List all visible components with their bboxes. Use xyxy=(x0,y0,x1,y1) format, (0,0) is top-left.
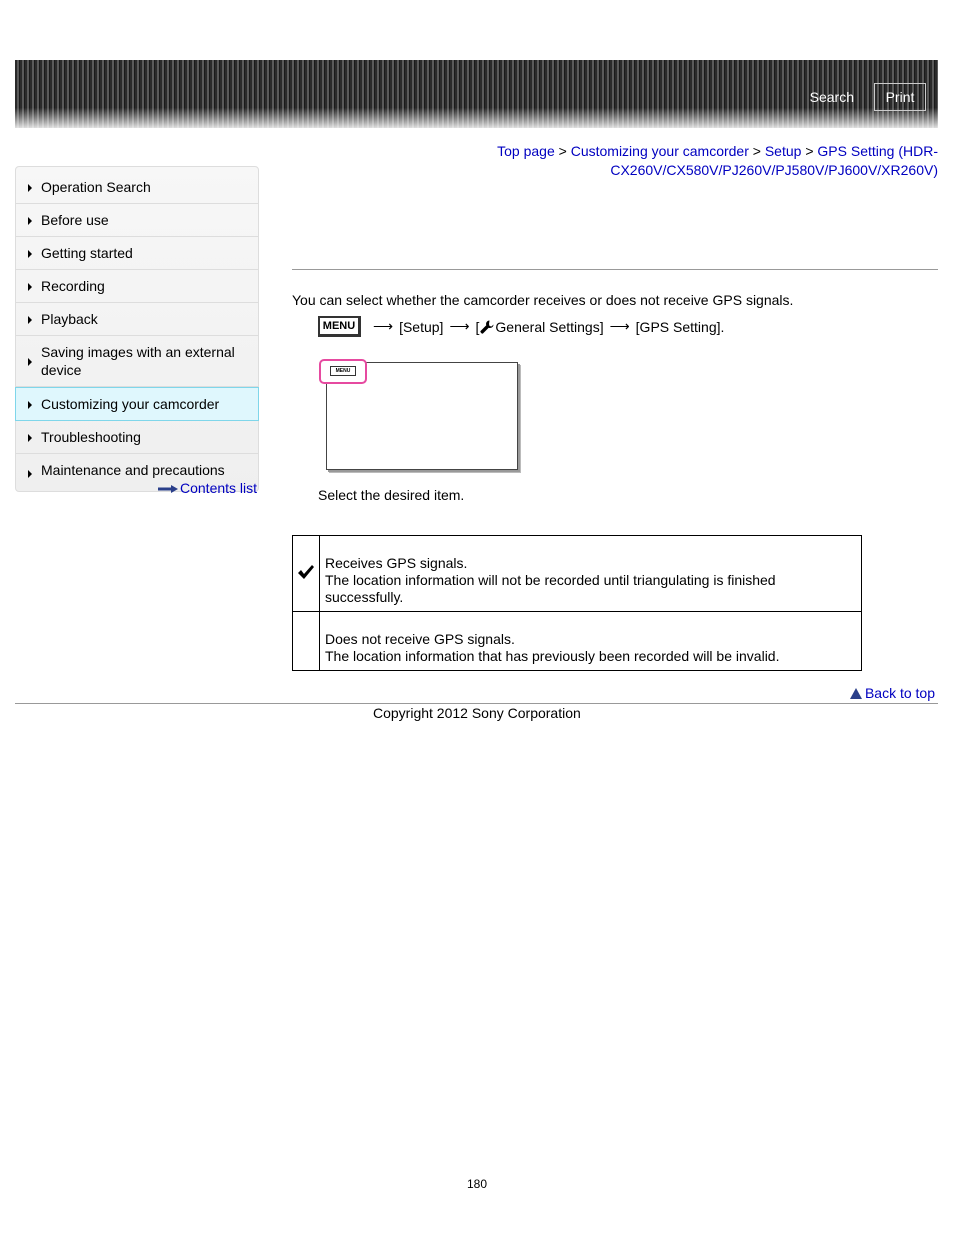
divider xyxy=(292,269,938,270)
option-icon-cell xyxy=(293,612,320,671)
menu-button-icon: MENU xyxy=(318,316,361,337)
sidebar-item-recording[interactable] xyxy=(16,270,258,303)
sidebar-nav xyxy=(15,166,259,492)
step-setup: [Setup] xyxy=(399,318,444,335)
option-text-cell xyxy=(320,536,862,612)
arrow-right-icon xyxy=(158,485,178,493)
sidebar-item-label: Saving images with an external device xyxy=(41,344,235,378)
sidebar-item-saving-images[interactable] xyxy=(16,336,258,387)
contents-list-link[interactable] xyxy=(158,480,257,496)
option-on-title: Receives GPS signals. xyxy=(325,555,468,571)
triangle-right-icon xyxy=(28,470,32,478)
step-gps-setting: [GPS Setting]. xyxy=(635,318,725,335)
breadcrumb xyxy=(460,142,938,180)
menu-highlight xyxy=(319,359,367,384)
back-to-top-link[interactable] xyxy=(850,685,935,701)
sidebar-item-label: Troubleshooting xyxy=(41,429,141,445)
step-general-settings: General Settings] xyxy=(495,318,604,335)
option-off-title: Does not receive GPS signals. xyxy=(325,631,515,647)
triangle-right-icon xyxy=(28,434,32,442)
sidebar-item-operation-search[interactable] xyxy=(16,167,258,204)
sidebar-item-label: Customizing your camcorder xyxy=(41,396,220,412)
option-off-description: The location information that has previously been recorded will be invalid. xyxy=(325,648,780,664)
breadcrumb-top-page[interactable]: Top page xyxy=(497,143,555,159)
triangle-up-icon xyxy=(850,688,862,699)
breadcrumb-separator: > xyxy=(752,143,761,159)
sidebar-item-playback[interactable] xyxy=(16,303,258,336)
sidebar-item-customizing[interactable] xyxy=(15,387,259,421)
sidebar-item-label: Maintenance and precautions xyxy=(41,462,225,478)
sidebar-item-getting-started[interactable] xyxy=(16,237,258,270)
wrench-icon xyxy=(480,320,494,334)
sidebar-item-label: Playback xyxy=(41,311,98,327)
breadcrumb-setup[interactable]: Setup xyxy=(764,143,802,159)
arrow-right-icon: ⟶ xyxy=(373,318,394,334)
back-to-top-label: Back to top xyxy=(864,685,935,701)
footer-divider xyxy=(15,703,938,704)
step-1 xyxy=(318,316,724,337)
triangle-right-icon xyxy=(28,184,32,192)
sidebar-item-label: Getting started xyxy=(41,245,133,261)
option-on-description: The location information will not be recorded until triangulating is finished successfully. xyxy=(325,572,776,605)
sidebar-item-before-use[interactable] xyxy=(16,204,258,237)
table-row xyxy=(293,612,862,671)
step-general-open: [ xyxy=(475,318,480,335)
sidebar-item-troubleshooting[interactable] xyxy=(16,421,258,454)
step-2: Select the desired item. xyxy=(318,487,465,503)
contents-list-label: Contents list xyxy=(180,480,258,496)
breadcrumb-separator: > xyxy=(558,143,567,159)
triangle-right-icon xyxy=(28,358,32,366)
breadcrumb-gps-setting[interactable]: GPS Setting (HDR-CX260V/CX580V/PJ260V/PJ580V/PJ600V/XR260V) xyxy=(610,143,938,178)
sidebar-item-label: Before use xyxy=(41,212,109,228)
triangle-right-icon xyxy=(28,316,32,324)
triangle-right-icon xyxy=(28,217,32,225)
arrow-right-icon: ⟶ xyxy=(609,318,630,334)
options-table xyxy=(292,535,862,671)
option-icon-cell xyxy=(293,536,320,612)
page-number: 180 xyxy=(466,1177,488,1191)
print-button[interactable]: Print xyxy=(874,83,926,111)
checkmark-icon xyxy=(297,564,315,580)
triangle-right-icon xyxy=(28,250,32,258)
sidebar-item-label: Operation Search xyxy=(41,179,151,195)
arrow-right-icon: ⟶ xyxy=(449,318,470,334)
breadcrumb-separator: > xyxy=(805,143,814,159)
copyright: Copyright 2012 Sony Corporation xyxy=(373,705,581,721)
option-text-cell xyxy=(320,612,862,671)
table-row xyxy=(293,536,862,612)
sidebar-item-label: Recording xyxy=(41,278,105,294)
search-link[interactable]: Search xyxy=(809,89,854,105)
triangle-right-icon xyxy=(28,283,32,291)
triangle-right-icon xyxy=(28,401,32,409)
breadcrumb-customizing[interactable]: Customizing your camcorder xyxy=(570,143,749,159)
header-bar xyxy=(15,60,938,128)
mini-menu-button: MENU xyxy=(330,366,356,376)
intro-text: You can select whether the camcorder receives or does not receive GPS signals. xyxy=(292,292,794,308)
